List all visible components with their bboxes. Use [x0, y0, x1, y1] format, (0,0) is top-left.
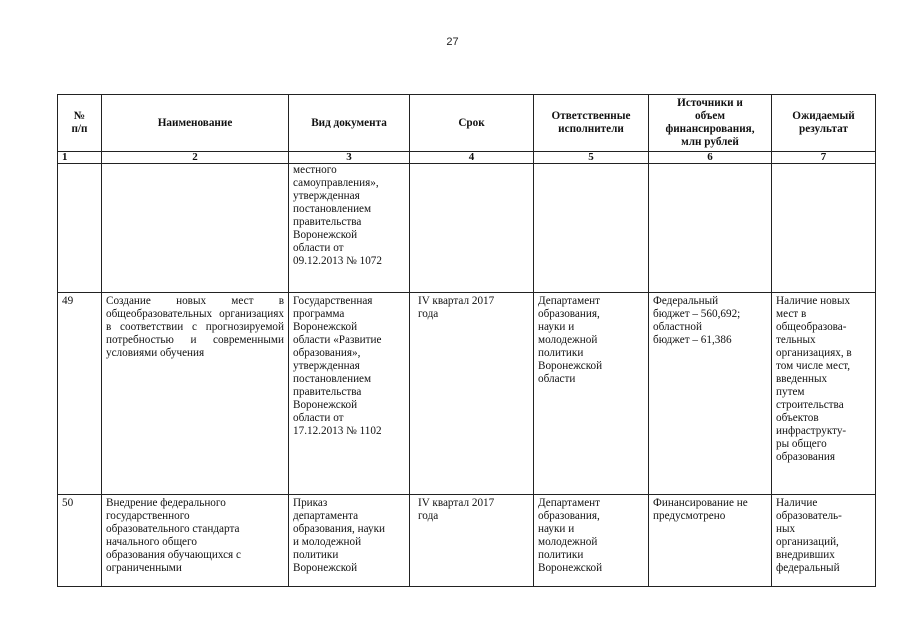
- cell-executors: Департамент образования, науки и молодежной политики Воронежской области: [534, 293, 649, 495]
- cell-name: Внедрение федерального государственного образовательного стандарта начального общего образования обучающихся с ограниченными: [102, 495, 289, 587]
- column-number: 7: [772, 152, 876, 164]
- cell-term: [410, 164, 534, 293]
- cell-doc-type: Приказ департамента образования, науки и молодежной политики Воронежской: [289, 495, 410, 587]
- column-number: 5: [534, 152, 649, 164]
- cell-executors: [534, 164, 649, 293]
- cell-doc-type: Государственная программа Воронежской области «Развитие образования», утвержденная постановлением правительства Воронежской области от 17.12.2013 № 1102: [289, 293, 410, 495]
- table-header-row: [58, 95, 876, 152]
- cell-no: 50: [58, 495, 102, 587]
- table-row: [58, 495, 876, 587]
- cell-financing: [649, 164, 772, 293]
- cell-no: [58, 164, 102, 293]
- header-no: № п/п: [58, 95, 102, 152]
- column-number: 4: [410, 152, 534, 164]
- table-row: [58, 293, 876, 495]
- cell-financing: Федеральный бюджет – 560,692; областной бюджет – 61,386: [649, 293, 772, 495]
- header-executors: Ответственные исполнители: [534, 95, 649, 152]
- header-result: Ожидаемый результат: [772, 95, 876, 152]
- column-number: 6: [649, 152, 772, 164]
- cell-no: 49: [58, 293, 102, 495]
- column-number: 3: [289, 152, 410, 164]
- header-name: Наименование: [102, 95, 289, 152]
- cell-result: Наличие образователь- ных организаций, внедривших федеральный: [772, 495, 876, 587]
- table-row: [58, 164, 876, 293]
- header-doc-type: Вид документа: [289, 95, 410, 152]
- header-term: Срок: [410, 95, 534, 152]
- page-number: 27: [446, 36, 459, 48]
- cell-financing: Финансирование не предусмотрено: [649, 495, 772, 587]
- column-number: 2: [102, 152, 289, 164]
- cell-result: Наличие новых мест в общеобразова- тельных организациях, в том числе мест, введенных путем строительства объектов инфраструкту- ры общего образования: [772, 293, 876, 495]
- column-number-row: [58, 152, 876, 164]
- cell-executors: Департамент образования, науки и молодежной политики Воронежской: [534, 495, 649, 587]
- cell-term: IV квартал 2017 года: [410, 495, 534, 587]
- cell-name: Создание новых мест в общеобразовательных организациях в соответствии с прогнозируемой потребностью и современными условиями обучения: [102, 293, 289, 495]
- plan-table: [57, 94, 876, 587]
- cell-name: [102, 164, 289, 293]
- cell-result: [772, 164, 876, 293]
- column-number: 1: [58, 152, 102, 164]
- cell-doc-type: местного самоуправления», утвержденная постановлением правительства Воронежской области от 09.12.2013 № 1072: [289, 164, 410, 293]
- cell-term: IV квартал 2017 года: [410, 293, 534, 495]
- header-financing: Источники и объем финансирования, млн рублей: [649, 95, 772, 152]
